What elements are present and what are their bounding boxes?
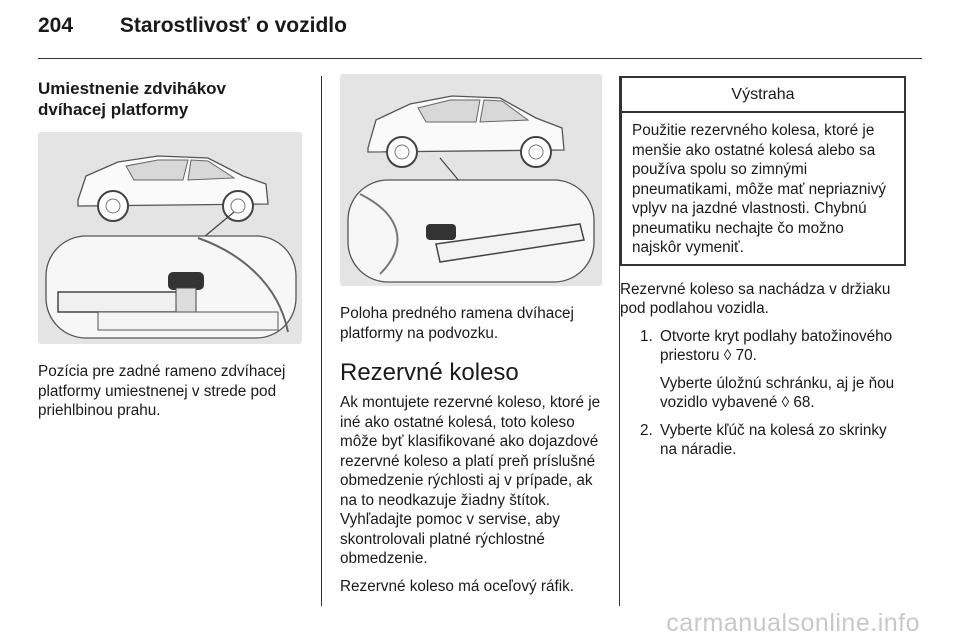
spare-location-paragraph: Rezervné koleso sa nachádza v držiaku pod podlahou vozidla. — [620, 280, 891, 317]
steps-list — [620, 327, 906, 366]
warning-title: Výstraha — [622, 78, 904, 113]
list-item: 2. Vyberte kľúč na kolesá zo skrinky na náradie. — [640, 421, 887, 458]
warning-box — [620, 76, 906, 266]
watermark: carmanualsonline.info — [666, 609, 920, 637]
lift-points-heading: Umiestnenie zdvihákov dvíhacej platformy — [38, 79, 227, 119]
column-1 — [38, 74, 304, 429]
front-lift-caption: Poloha predného ramena dvíhacej platformy na podvozku. — [340, 305, 574, 342]
list-item: 1. Otvorte kryt podlahy batožinového priestoru ◊ 70. — [640, 327, 893, 364]
warning-text: Použitie rezervného kolesa, ktoré je menšie ako ostatné kolesá alebo sa používa spolu so zimnými pneumatikami, môže mať nepriaznivý vplyv na jazdné vlastnosti. Chybnú pneumatiku nechajte čo možno najskôr vymeniť. — [632, 122, 886, 256]
step-1-note: Vyberte úložnú schránku, aj je ňou vozidlo vybavené ◊ 68. — [660, 374, 895, 411]
page-number: 204 — [38, 14, 74, 37]
rear-lift-illustration — [38, 132, 302, 344]
spare-wheel-heading: Rezervné koleso — [340, 359, 519, 386]
column-2 — [340, 74, 604, 604]
chapter-title: Starostlivosť o vozidlo — [119, 14, 347, 37]
spare-wheel-paragraph: Ak montujete rezervné koleso, ktoré je iné ako ostatné kolesá, toto koleso môže byť klasifikované ako dojazdové rezervné koleso a platí preň príslušné obmedzenie rýchlosti aj v prípade, ak na to neodkazuje žiadny štítok. Vyhľadajte pomoc v servise, aby skontrolovali platné rýchlostné obmedzenie. — [340, 394, 601, 567]
column-divider-1 — [321, 76, 322, 606]
column-3 — [620, 74, 906, 468]
header-rule — [38, 58, 922, 59]
steps-list-cont — [620, 421, 906, 460]
steel-rim-paragraph: Rezervné koleso má oceľový ráfik. — [340, 577, 575, 595]
page-header — [38, 14, 347, 38]
rear-lift-caption: Pozícia pre zadné rameno zdvíhacej platformy umiestnenej v strede pod priehlbinou prahu. — [38, 363, 286, 419]
front-lift-illustration — [340, 74, 602, 286]
